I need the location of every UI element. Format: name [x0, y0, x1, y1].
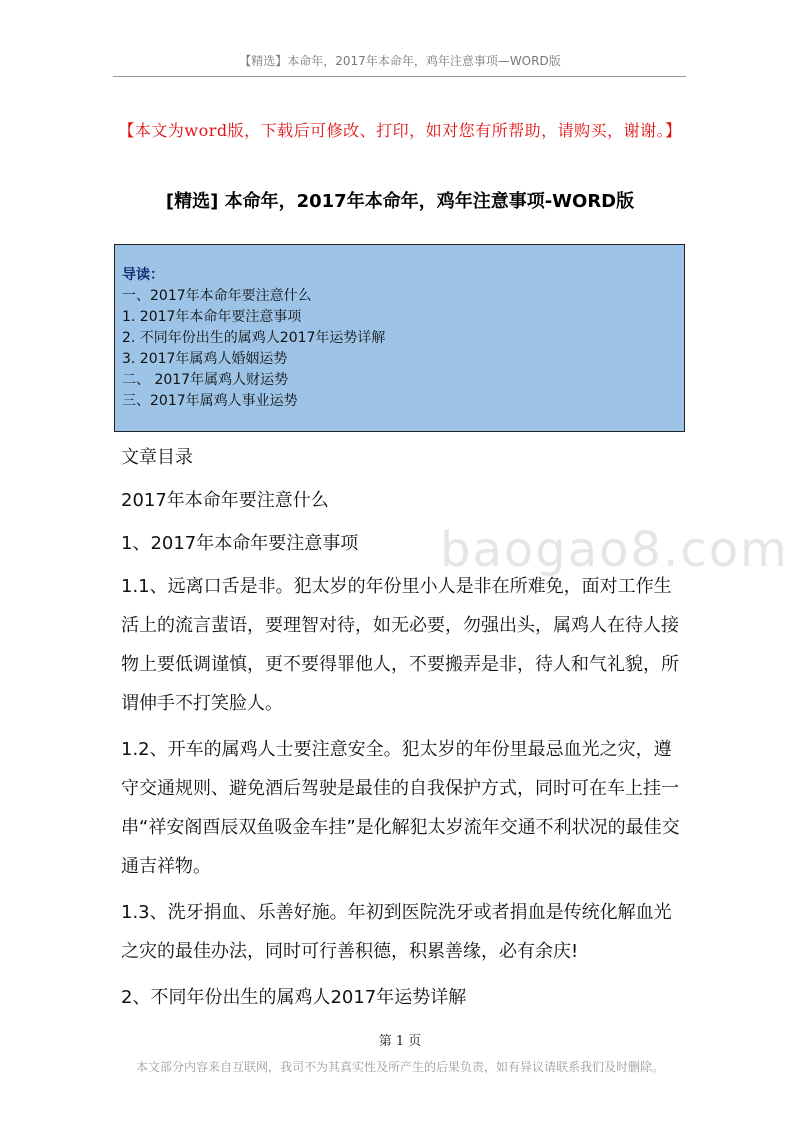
subsection-heading: 2、不同年份出生的属鸡人2017年运势详解	[121, 987, 467, 1008]
footer-disclaimer: 本文部分内容来自互联网，我司不为其真实性及所产生的后果负责，如有异议请联系我们及时删除。	[135, 1060, 664, 1074]
subsection-heading: 1、2017年本命年要注意事项	[121, 533, 359, 554]
guide-item[interactable]: 3. 2017年属鸡人婚姻运势	[122, 351, 288, 367]
document-title: [精选] 本命年，2017年本命年，鸡年注意事项-WORD版	[165, 191, 635, 212]
guide-item[interactable]: 2. 不同年份出生的属鸡人2017年运势详解	[122, 330, 386, 346]
guide-item[interactable]: 二、 2017年属鸡人财运势	[122, 372, 289, 388]
section-heading: 2017年本命年要注意什么	[121, 490, 329, 511]
guide-item[interactable]: 1. 2017年本命年要注意事项	[122, 309, 302, 325]
paragraph-1-1: 1.1、远离口舌是非。犯太岁的年份里小人是非在所难免，面对工作生活上的流言蜚语，要理智对待，如无必要，勿强出头，属鸡人在待人接物上要低调谨慎，更不要得罪他人，不要搬弄是非，待人和气礼貌，所谓伸手不打笑脸人。	[121, 576, 679, 714]
watermark: baogao8.com	[440, 522, 789, 578]
toc-label: 文章目录	[121, 447, 193, 468]
word-version-notice: 【本文为word版，下载后可修改、打印，如对您有所帮助，请购买，谢谢。】	[118, 121, 682, 140]
running-header: 【精选】本命年，2017年本命年，鸡年注意事项—WORD版	[239, 54, 561, 68]
guide-box	[114, 244, 685, 432]
guide-item[interactable]: 三、2017年属鸡人事业运势	[122, 393, 298, 409]
guide-heading: 导读：	[122, 267, 164, 283]
page-number: 第 1 页	[378, 1034, 422, 1049]
paragraph-1-2: 1.2、开车的属鸡人士要注意安全。犯太岁的年份里最忌血光之灾，遵守交通规则、避免酒后驾驶是最佳的自我保护方式，同时可在车上挂一串“祥安阁酉辰双鱼吸金车挂”是化解犯太岁流年交通不利状况的最佳交通吉祥物。	[121, 739, 680, 877]
paragraph-1-3: 1.3、洗牙捐血、乐善好施。年初到医院洗牙或者捐血是传统化解血光之灾的最佳办法，同时可行善积德，积累善缘，必有余庆!	[121, 902, 672, 962]
header-divider	[113, 76, 686, 77]
guide-item[interactable]: 一、2017年本命年要注意什么	[122, 288, 312, 304]
